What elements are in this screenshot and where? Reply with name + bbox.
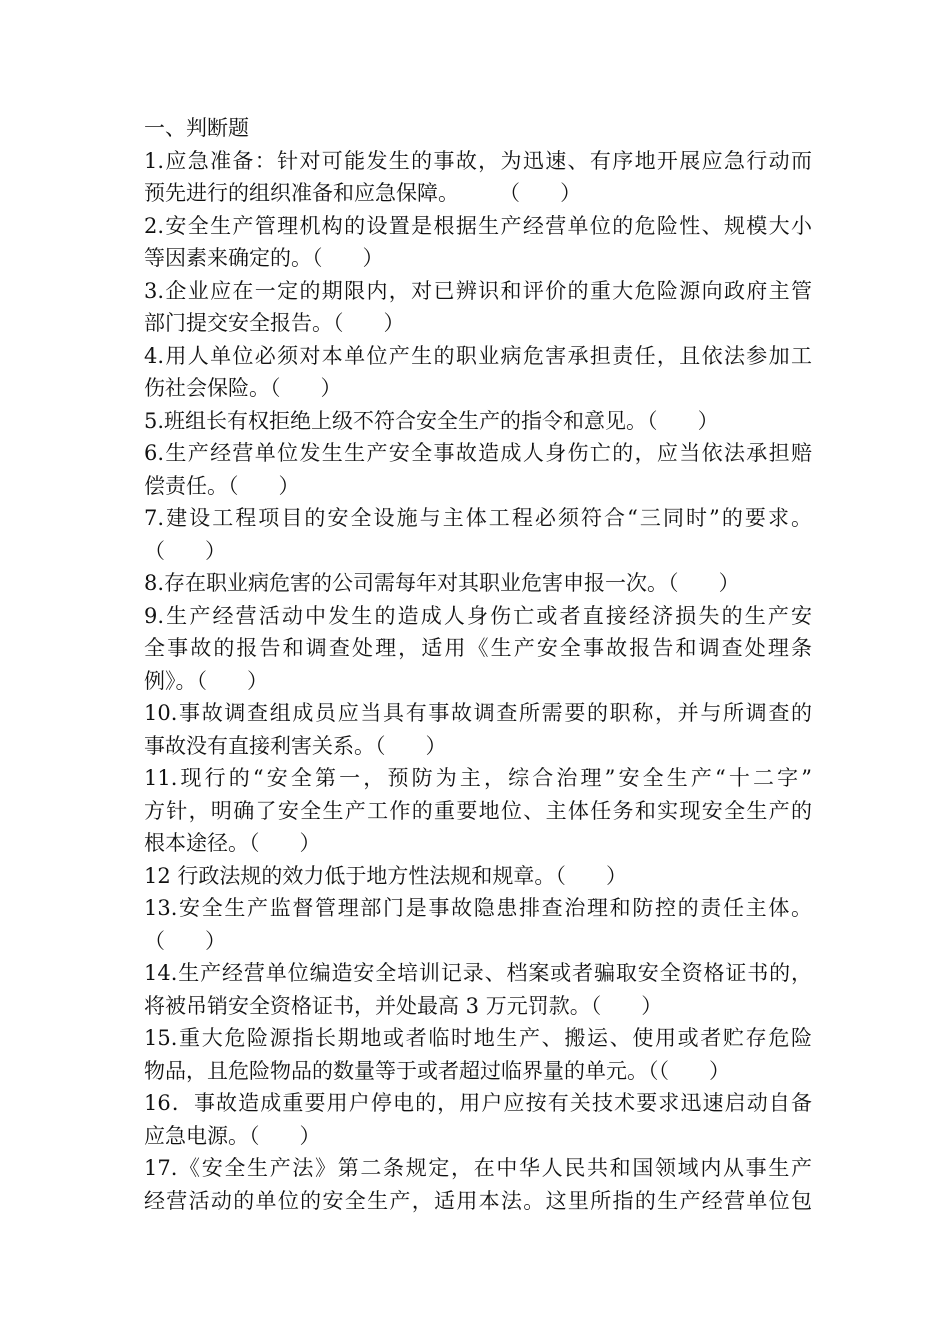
- text-line: 全事故的报告和调查处理，适用《生产安全事故报告和调查处理条: [144, 636, 812, 660]
- text-line: （ ）: [144, 538, 227, 563]
- text-line: 经营活动的单位的安全生产，适用本法。这里所指的生产经营单位包: [144, 1188, 812, 1213]
- text-line: （ ）: [144, 928, 227, 953]
- text-line: 10.事故调查组成员应当具有事故调查所需要的职称，并与所调查的: [144, 701, 812, 725]
- text-line: 部门提交安全报告。（ ）: [144, 311, 405, 335]
- text-line: 17.《安全生产法》第二条规定，在中华人民共和国领域内从事生产: [144, 1156, 812, 1180]
- text-line: 3.企业应在一定的期限内，对已辨识和评价的重大危险源向政府主管: [144, 278, 812, 303]
- text-line: 12 行政法规的效力低于地方性法规和规章。（ ）: [144, 863, 627, 888]
- text-line: 预先进行的组织准备和应急保障。 （ ）: [144, 181, 582, 205]
- text-line: 13.安全生产监督管理部门是事故隐患排查治理和防控的责任主体。: [144, 896, 812, 920]
- question-list: [144, 145, 812, 1218]
- text-line: 1.应急准备：针对可能发生的事故，为迅速、有序地开展应急行动而: [144, 148, 812, 173]
- text-line: 15.重大危险源指长期地或者临时地生产、搬运、使用或者贮存危险: [144, 1026, 812, 1050]
- text-line: 例》。（ ）: [144, 668, 269, 693]
- text-line: 11.现行的“安全第一，预防为主，综合治理”安全生产“十二字”: [144, 766, 812, 790]
- text-line: 8.存在职业病危害的公司需每年对其职业危害申报一次。（ ）: [144, 571, 740, 595]
- section-title: 一、判断题: [144, 116, 249, 140]
- text-line: 7.建设工程项目的安全设施与主体工程必须符合“三同时”的要求。: [144, 506, 812, 530]
- text-line: 5.班组长有权拒绝上级不符合安全生产的指令和意见。（ ）: [144, 408, 719, 433]
- document-page: [144, 112, 812, 1217]
- text-line: 4.用人单位必须对本单位产生的职业病危害承担责任，且依法参加工: [144, 343, 812, 368]
- text-line: 偿责任。（ ）: [144, 473, 300, 498]
- text-line: 等因素来确定的。（ ）: [144, 246, 384, 270]
- text-line: 2.安全生产管理机构的设置是根据生产经营单位的危险性、规模大小: [144, 213, 812, 238]
- text-line: 9.生产经营活动中发生的造成人身伤亡或者直接经济损失的生产安: [144, 603, 812, 628]
- text-line: 6.生产经营单位发生生产安全事故造成人身伤亡的，应当依法承担赔: [144, 441, 812, 465]
- text-line: 根本途径。（ ）: [144, 831, 321, 855]
- text-line: 物品，且危险物品的数量等于或者超过临界量的单元。（（ ）: [144, 1058, 731, 1083]
- text-line: 方针，明确了安全生产工作的重要地位、主体任务和实现安全生产的: [144, 798, 812, 823]
- text-line: 16．事故造成重要用户停电的，用户应按有关技术要求迅速启动自备: [144, 1091, 812, 1115]
- text-line: 伤社会保险。（ ）: [144, 376, 342, 400]
- text-line: 事故没有直接利害关系。（ ）: [144, 733, 447, 758]
- text-line: 将被吊销安全资格证书，并处最高 3 万元罚款。（ ）: [144, 993, 663, 1018]
- text-line: 应急电源。（ ）: [144, 1123, 321, 1148]
- text-line: 14.生产经营单位编造安全培训记录、档案或者骗取安全资格证书的，: [144, 961, 812, 985]
